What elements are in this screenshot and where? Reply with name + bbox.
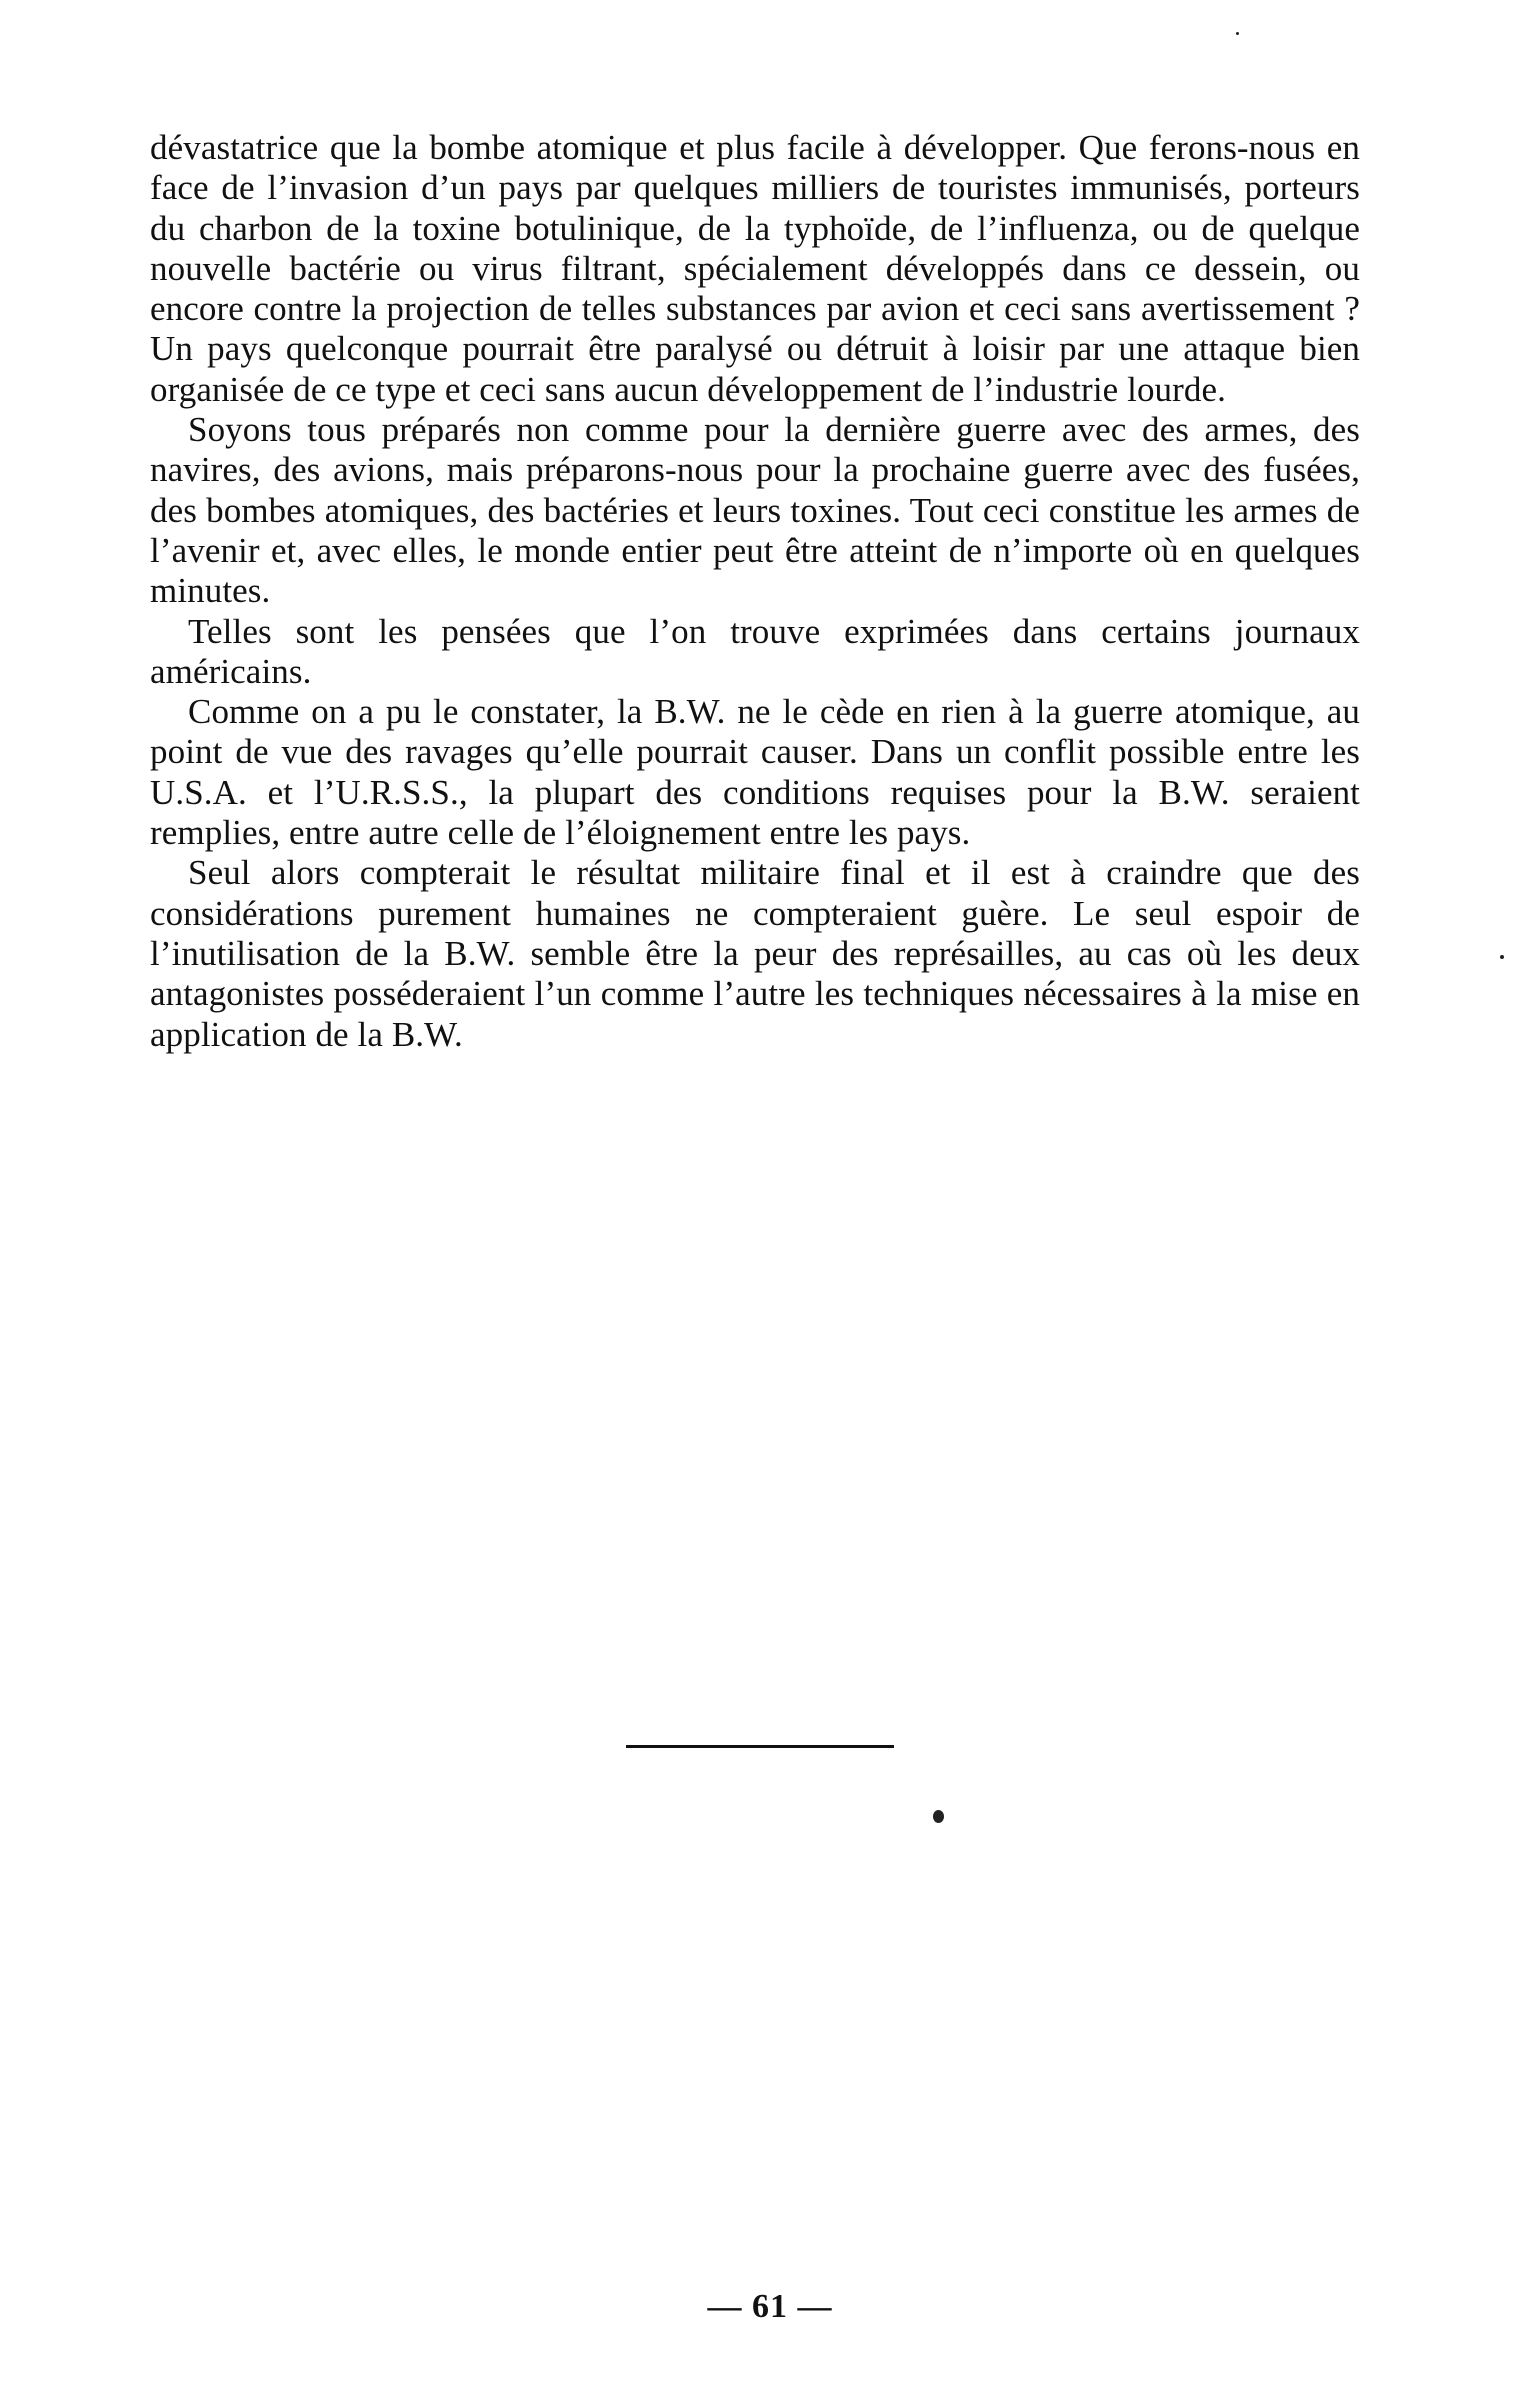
ink-speck — [933, 1810, 944, 1823]
body-text — [150, 128, 1360, 1055]
section-rule — [626, 1745, 894, 1748]
paragraph-1: dévastatrice que la bombe atomique et plus facile à développer. Que ferons-nous en face de l’invasion d’un pays par quelques milliers de touristes immunisés, porteurs du charbon de la toxine botulinique, de la typhoïde, de l’influenza, ou de quelque nouvelle bactérie ou virus filtrant, spécialement développés dans ce dessein, ou encore contre la projection de telles substances par avion et ceci sans avertissement ? Un pays quelconque pourrait être paralysé ou détruit à loisir par une attaque bien organisée de ce type et ceci sans aucun développement de l’industrie lourde. — [150, 128, 1360, 409]
paragraph-2: Soyons tous préparés non comme pour la dernière guerre avec des armes, des navires, des avions, mais préparons-nous pour la prochaine guerre avec des fusées, des bombes atomiques, des bactéries et leurs toxines. Tout ceci constitue les armes de l’avenir et, avec elles, le monde entier peut être atteint de n’importe où en quelques minutes. — [150, 410, 1360, 611]
ink-speck — [1236, 32, 1239, 35]
ink-speck — [1500, 955, 1504, 959]
paragraph-5: Seul alors compterait le résultat militaire final et il est à craindre que des considérations purement humaines ne compteraient guère. Le seul espoir de l’inutilisation de la B.W. semble être la peur des représailles, au cas où les deux antagonistes posséderaient l’un comme l’autre les techniques nécessaires à la mise en application de la B.W. — [150, 853, 1360, 1054]
paragraph-3: Telles sont les pensées que l’on trouve exprimées dans certains journaux américains. — [150, 611, 1360, 691]
paragraph-4: Comme on a pu le constater, la B.W. ne le cède en rien à la guerre atomique, au point de vue des ravages qu’elle pourrait causer. Dans un conflit possible entre les U.S.A. et l’U.R.S.S., la plupart des conditions requises pour la B.W. seraient remplies, entre autre celle de l’éloignement entre les pays. — [150, 692, 1360, 853]
page-number: — 61 — — [707, 2288, 833, 2325]
